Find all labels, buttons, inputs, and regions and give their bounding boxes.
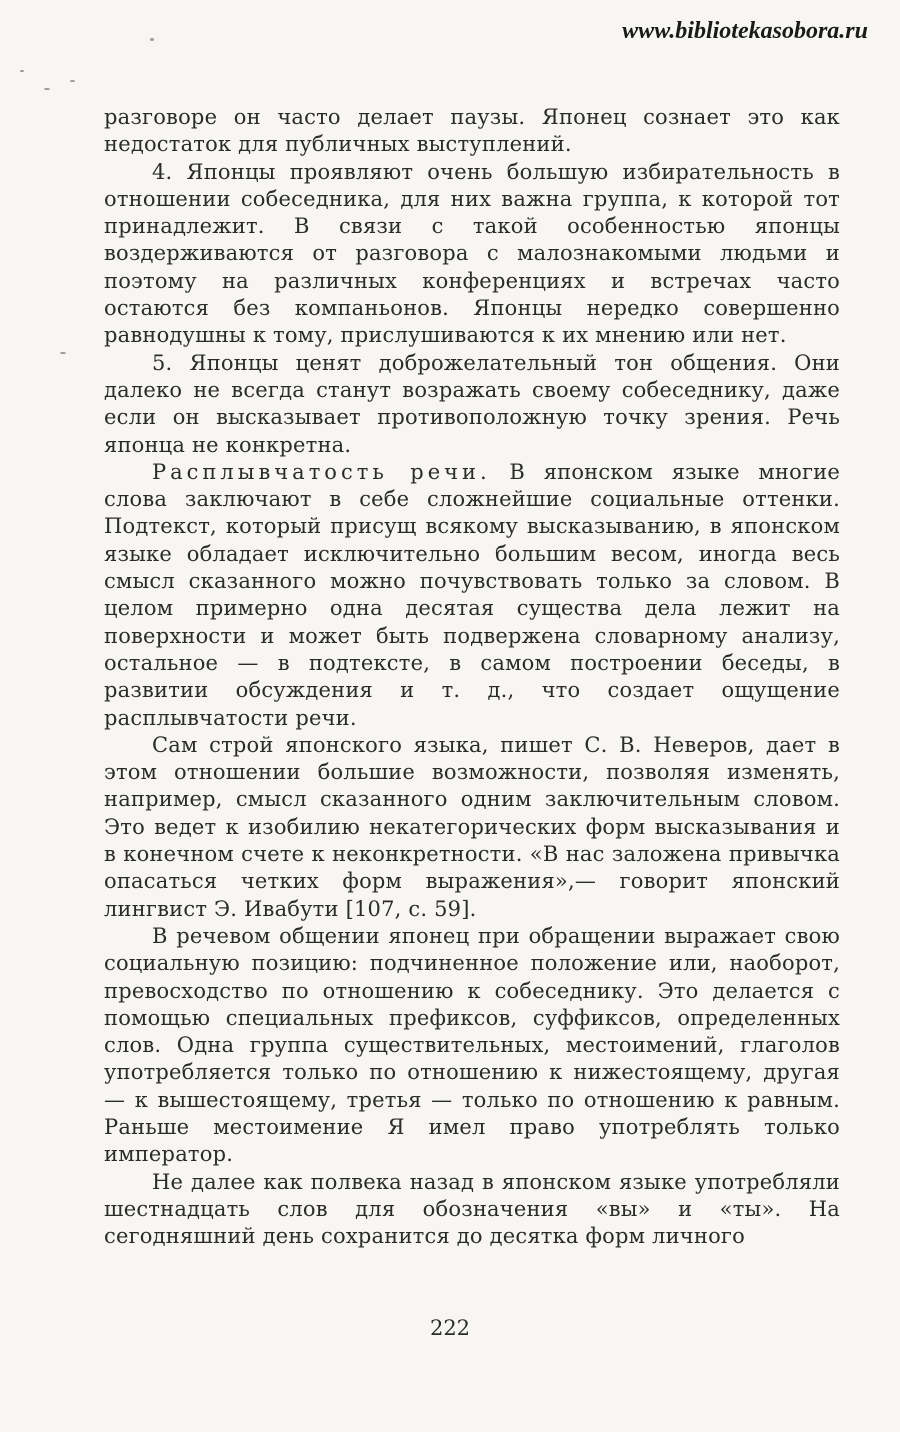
section-heading: Расплывчатость речи. <box>152 459 491 484</box>
paragraph: разговоре он часто делает паузы. Японец сознает это как недостаток для публичных выступлений. <box>104 105 840 157</box>
paragraph: В речевом общении японец при обращении выражает свою социальную позицию: подчиненное положение или, наоборот, превосходство по отношению к собеседнику. Это делается с помощью специальных префиксов, суффиксов, определенных слов. Одна группа существительных, местоимений, глаголов употребляется только по отношению к нижестоящему, другая — к вышестоящему, третья — только по отношению к равным. Раньше местоимение Я имел право употреблять только император. <box>104 923 840 1167</box>
section-paragraph <box>104 459 840 732</box>
scan-speck <box>20 70 24 72</box>
site-watermark: www.bibliotekasobora.ru <box>622 18 868 44</box>
page-body <box>104 104 840 1250</box>
scan-speck <box>60 352 66 354</box>
section-text: В японском языке многие слова заключают в себе сложнейшие социальные оттенки. Подтекст, который присущ всякому высказыванию, в японском языке обладает исключительно большим весом, иногда весь смысл сказанного можно почувствовать только за словом. В целом примерно одна десятая существа дела лежит на поверхности и может быть подвержена словарному анализу, остальное — в подтексте, в самом построении беседы, в развитии обсуждения и т. д., что создает ощущение расплывчатости речи. <box>104 459 840 730</box>
scan-speck <box>150 38 154 41</box>
paragraph: Сам строй японского языка, пишет С. В. Неверов, дает в этом отношении большие возможности, позволяя изменять, например, смысл сказанного одним заключительным словом. Это ведет к изобилию некатегорических форм высказывания и в конечном счете к неконкретности. «В нас заложена привычка опасаться четких форм выражения»,— говорит японский лингвист Э. Ивабути [107, с. 59]. <box>104 732 840 921</box>
page-number: 222 <box>429 1316 471 1340</box>
scan-speck <box>70 80 75 82</box>
paragraph: 5. Японцы ценят доброжелательный тон общения. Они далеко не всегда станут возражать своему собеседнику, даже если он высказывает противоположную точку зрения. Речь японца не конкретна. <box>104 350 840 457</box>
scan-speck <box>44 88 50 90</box>
paragraph: Не далее как полвека назад в японском языке употребляли шестнадцать слов для обозначения «вы» и «ты». На сегодняшний день сохранится до десятка форм личного <box>104 1169 840 1249</box>
paragraph: 4. Японцы проявляют очень большую избирательность в отношении собеседника, для них важна группа, к которой тот принадлежит. В связи с такой особенностью японцы воздерживаются от разговора с малознакомыми людьми и поэтому на различных конференциях и встречах часто остаются без компаньонов. Японцы нередко совершенно равнодушны к тому, прислушиваются к их мнению или нет. <box>104 159 840 348</box>
